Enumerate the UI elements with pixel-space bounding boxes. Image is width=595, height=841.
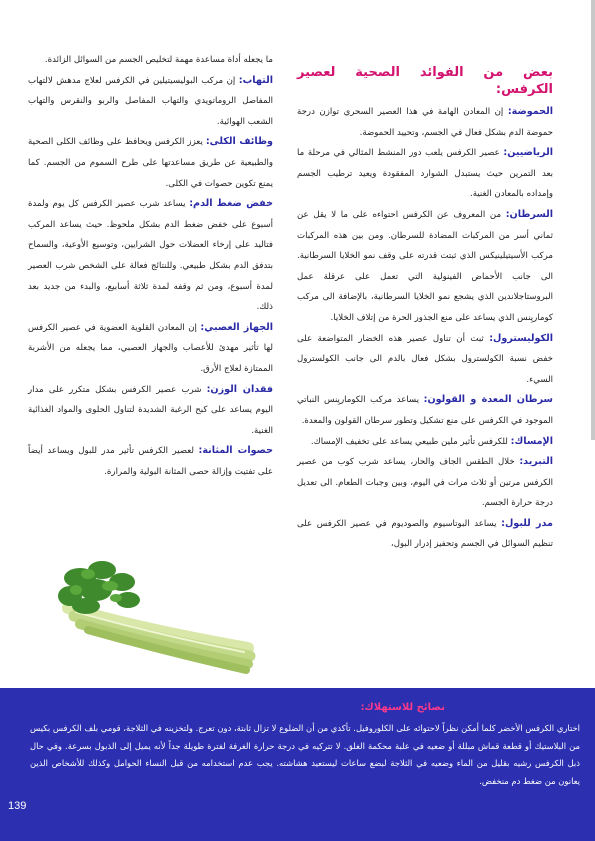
diuretic-continued: ما يجعله أداة مساعدة مهمة لتخليص الجسم من السوائل الزائدة.: [44, 55, 273, 65]
benefit-diuretic: مدر للبول: يساعد البوتاسيوم والصوديوم في عصير الكرفس على تنظيم السوائل في الجسم وتحفيز إدرار البول،: [297, 517, 553, 550]
left-column: [28, 50, 273, 482]
benefit-acidity: الحموضة: إن المعادن الهامة في هذا العصير السحري توازن درجة حموضة الدم بشكل فعال في الجسم، وتحييد الحموضة.: [297, 106, 553, 138]
benefit-cholesterol: الكوليسترول: ثبت أن تناول عصير هذه الخضار المتواضعة على خفض نسبة الكولسترول بشكل فعال بالدم الى جانب الكولسترول السيء.: [297, 332, 553, 385]
benefit-weight-loss: فقدان الوزن: شرب عصير الكرفس بشكل متكرر على مدار اليوم يساعد على كبح الرغبة الشديدة لتناول الحلوى والمواد الغذائية الغنية.: [28, 383, 274, 436]
benefit-athletes: الرياضيين: عصير الكرفس يلعب دور المنشط المثالي في مرحلة ما بعد التمرين حيث يستبدل الشوارد المفقودة ويعيد ترطيب الجسم وإمداده بالمعادن الغنية.: [297, 147, 553, 200]
benefit-cooling: التبريد: خلال الطقس الجاف والحار، يساعد شرب كوب من عصير الكرفس مرتين أو ثلاث مرات في اليوم، وبين وجبات الطعام. الى تعديل درجة حرارة الجسم.: [297, 456, 553, 509]
benefit-cancer: السرطان: من المعروف عن الكرفس احتواءه على ما لا يقل عن ثماني أسر من المركبات المضادة للسرطان. ومن بين هذه المركبات مركب الأسيتيلينيكس الذي ثبتت قدرته على وقف نمو الخلايا السرطانية. الى جانب الأحماض الفينولية التي تعمل على عرقلة عمل البروستاجلاندين الذي يشجع نمو الخلايا السرطانية، بالإضافة الى مركب كوماريِنس الذي يساعد على منع الجذور الحرة من إتلاف الخلايا.: [297, 208, 553, 323]
tips-title: نصائح للاستهلاك:: [360, 702, 445, 713]
tips-text: اختاري الكرفس الأخضر كلما أمكن نظراً لاحتوائه على الكلوروفيل. تأكدي من أن الضلوع لا تزال ثابتة، دون تعرج. ولتخزينه في الثلاجة، قومي بلف الكرفس بكيس من البلاستيك أو قطعة قماش مبللة أو ضعيه في علبة محكمة الغلق. لا تتركيه في درجة حرارة الغرفة لفترة طويلة جداً لأنه يميل إلى الذبول بسرعة. وفي حال ذبل الكرفس رشيه بقليل من الماء وضعيه في الثلاجة لبضع ساعات ليستعيد هشاشته. يجب عدم استخدامه من قبل النساء الحوامل وكذلك للأشخاص الذين يعانون من ضغط دم منخفض.: [30, 723, 580, 786]
benefit-nervous-system: الجهاز العصبي: إن المعادن القلوية العضوية في عصير الكرفس لها تأثير مهدئ للأعصاب والجهاز العصبي، مما يجعله من الأشربة الممتازة لعلاج الأرق.: [28, 321, 273, 374]
article-title: بعض من الفوائد الصحية لعصير الكرفس:: [297, 65, 553, 97]
benefit-inflammation: التهاب: إن مركب البوليسيتيلين في الكرفس لعلاج مدهش لالتهاب المفاصل الروماتويدي والتهاب المفاصل والربو والنقرس والتهاب الشعب الهوائية.: [28, 74, 273, 127]
benefit-blood-pressure: خفض ضغط الدم: يساعد شرب عصير الكرفس كل يوم ولمدة أسبوع على خفض ضغط الدم بشكل ملحوظ. حيث يساعد المركب فتاليد على إرخاء العضلات حول الشرايين، وتوسيع الأوعية، والسماح بتدفق الدم بشكل طبيعي. وللنتائج فعالة على الشخص شرب العصير لمدة أسبوع، ومن ثم وقفه لمدة ثلاثة أسابيع، والبدء من جديد بعد ذلك.: [28, 198, 273, 313]
right-column: [297, 60, 553, 555]
tips-box: [0, 688, 595, 841]
benefit-bladder-stones: حصوات المثانة: لعصير الكرفس تأثير مدر للبول ويساعد أيضاً على تفتيت وإزالة حصى المثانة البولية والمرارة.: [28, 445, 273, 477]
benefit-stomach-colon: سرطان المعدة و القولون: يساعد مركب الكوماريِنس النباتي الموجود في الكرفس على منع تشكيل وتطور سرطان القولون والمعدة.: [297, 394, 553, 426]
page-number: 139: [8, 800, 27, 812]
benefit-constipation: الإمساك: للكرفس تأثير ملين طبيعي يساعد على تخفيف الإمساك.: [310, 435, 553, 447]
benefit-kidney: وظائف الكلى: يعزز الكرفس ويحافظ على وظائف الكلى الصحية والطبيعية عن طريق مساعدتها على طرح السموم من الجسم. كما يمنع تكوين حصوات في الكلى.: [28, 136, 273, 189]
celery-bunch-image: [58, 560, 258, 680]
page-edge-rule: [591, 0, 595, 440]
